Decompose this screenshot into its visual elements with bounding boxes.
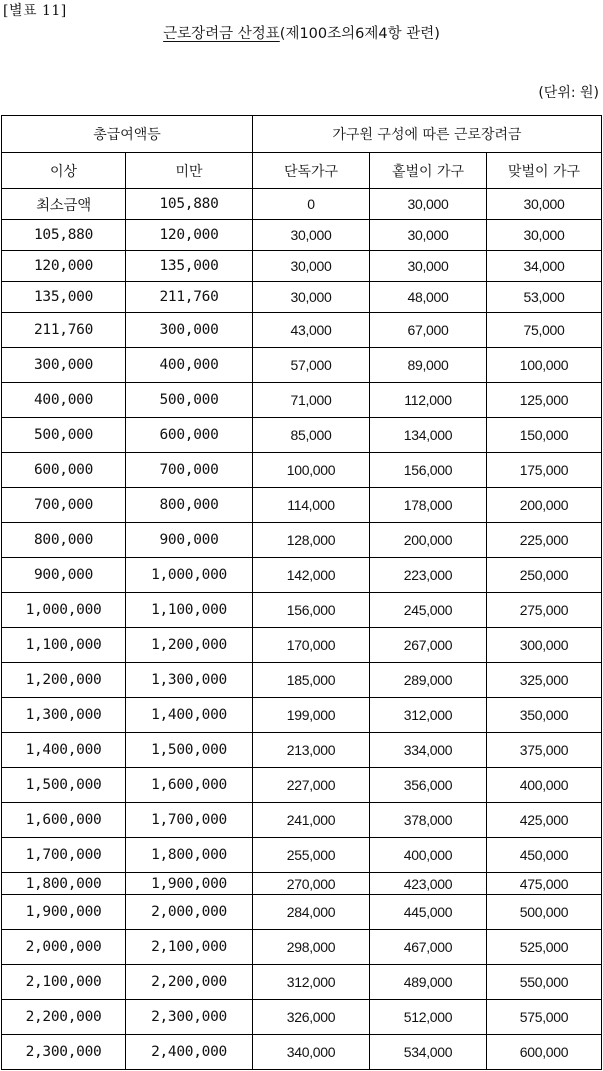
cell-single-earner: 112,000	[370, 383, 487, 418]
cell-single: 114,000	[253, 488, 370, 523]
table-row	[2, 663, 602, 698]
cell-dual-earner: 30,000	[487, 189, 602, 220]
cell-income-max: 2,300,000	[126, 1000, 253, 1035]
table-row	[2, 523, 602, 558]
table-row	[2, 220, 602, 251]
cell-single-earner: 245,000	[370, 593, 487, 628]
cell-income-max: 700,000	[126, 453, 253, 488]
cell-income-min: 700,000	[2, 488, 126, 523]
cell-single: 85,000	[253, 418, 370, 453]
table-row	[2, 1035, 602, 1070]
table-row	[2, 313, 602, 348]
title-sub: (제100조의6제4항 관련)	[279, 26, 440, 42]
cell-income-max: 105,880	[126, 189, 253, 220]
header-benefit-group: 가구원 구성에 따른 근로장려금	[253, 116, 602, 153]
cell-single-earner: 467,000	[370, 930, 487, 965]
table-row	[2, 895, 602, 930]
cell-income-max: 120,000	[126, 220, 253, 251]
cell-income-min: 400,000	[2, 383, 126, 418]
table-row	[2, 838, 602, 873]
cell-income-min: 1,500,000	[2, 768, 126, 803]
cell-single: 170,000	[253, 628, 370, 663]
cell-dual-earner: 575,000	[487, 1000, 602, 1035]
cell-single: 142,000	[253, 558, 370, 593]
cell-income-min: 300,000	[2, 348, 126, 383]
cell-income-min: 600,000	[2, 453, 126, 488]
cell-single-earner: 30,000	[370, 189, 487, 220]
cell-dual-earner: 375,000	[487, 733, 602, 768]
cell-income-min: 500,000	[2, 418, 126, 453]
cell-single-earner: 89,000	[370, 348, 487, 383]
unit-note: (단위: 원)	[538, 85, 599, 101]
table-row	[2, 873, 602, 895]
cell-single: 156,000	[253, 593, 370, 628]
cell-income-max: 1,700,000	[126, 803, 253, 838]
cell-income-min: 2,100,000	[2, 965, 126, 1000]
cell-dual-earner: 600,000	[487, 1035, 602, 1070]
cell-income-max: 1,900,000	[126, 873, 253, 895]
cell-single: 340,000	[253, 1035, 370, 1070]
cell-single: 57,000	[253, 348, 370, 383]
header-max: 미만	[126, 153, 253, 189]
cell-dual-earner: 325,000	[487, 663, 602, 698]
cell-single-earner: 223,000	[370, 558, 487, 593]
cell-income-min: 800,000	[2, 523, 126, 558]
cell-income-min: 1,800,000	[2, 873, 126, 895]
cell-income-min: 2,200,000	[2, 1000, 126, 1035]
cell-income-min: 1,200,000	[2, 663, 126, 698]
cell-income-min: 1,000,000	[2, 593, 126, 628]
cell-income-min: 2,000,000	[2, 930, 126, 965]
cell-dual-earner: 350,000	[487, 698, 602, 733]
cell-single: 298,000	[253, 930, 370, 965]
table-row	[2, 768, 602, 803]
cell-single-earner: 356,000	[370, 768, 487, 803]
header-row-group	[2, 116, 602, 153]
cell-income-max: 900,000	[126, 523, 253, 558]
table-row	[2, 282, 602, 313]
cell-single: 30,000	[253, 251, 370, 282]
cell-dual-earner: 125,000	[487, 383, 602, 418]
cell-dual-earner: 275,000	[487, 593, 602, 628]
cell-single-earner: 400,000	[370, 838, 487, 873]
cell-income-max: 600,000	[126, 418, 253, 453]
header-single: 단독가구	[253, 153, 370, 189]
cell-single-earner: 156,000	[370, 453, 487, 488]
cell-income-min: 1,900,000	[2, 895, 126, 930]
cell-dual-earner: 250,000	[487, 558, 602, 593]
annex-label: [별표 11]	[3, 3, 67, 19]
header-row-columns	[2, 153, 602, 189]
table-row	[2, 418, 602, 453]
table-row	[2, 1000, 602, 1035]
cell-dual-earner: 150,000	[487, 418, 602, 453]
table-row	[2, 558, 602, 593]
cell-single-earner: 267,000	[370, 628, 487, 663]
cell-dual-earner: 53,000	[487, 282, 602, 313]
header-dual-earner: 맞벌이 가구	[487, 153, 602, 189]
cell-single-earner: 178,000	[370, 488, 487, 523]
cell-single-earner: 134,000	[370, 418, 487, 453]
cell-single: 71,000	[253, 383, 370, 418]
table-body	[2, 189, 602, 1070]
cell-dual-earner: 175,000	[487, 453, 602, 488]
cell-income-min: 1,700,000	[2, 838, 126, 873]
cell-income-min: 120,000	[2, 251, 126, 282]
cell-single: 30,000	[253, 220, 370, 251]
cell-dual-earner: 75,000	[487, 313, 602, 348]
cell-income-max: 400,000	[126, 348, 253, 383]
table-row	[2, 628, 602, 663]
cell-income-max: 135,000	[126, 251, 253, 282]
header-income-group: 총급여액등	[2, 116, 253, 153]
cell-single: 255,000	[253, 838, 370, 873]
cell-income-max: 1,100,000	[126, 593, 253, 628]
table-row	[2, 189, 602, 220]
table-row	[2, 383, 602, 418]
header-min: 이상	[2, 153, 126, 189]
cell-dual-earner: 550,000	[487, 965, 602, 1000]
cell-income-max: 1,300,000	[126, 663, 253, 698]
cell-dual-earner: 34,000	[487, 251, 602, 282]
cell-income-max: 211,760	[126, 282, 253, 313]
cell-income-min: 1,400,000	[2, 733, 126, 768]
table-row	[2, 348, 602, 383]
cell-income-min: 1,600,000	[2, 803, 126, 838]
cell-single: 185,000	[253, 663, 370, 698]
cell-single-earner: 334,000	[370, 733, 487, 768]
cell-income-max: 1,600,000	[126, 768, 253, 803]
cell-single-earner: 423,000	[370, 873, 487, 895]
cell-single-earner: 289,000	[370, 663, 487, 698]
cell-dual-earner: 450,000	[487, 838, 602, 873]
cell-dual-earner: 100,000	[487, 348, 602, 383]
cell-single: 241,000	[253, 803, 370, 838]
cell-income-min: 2,300,000	[2, 1035, 126, 1070]
cell-income-min: 1,100,000	[2, 628, 126, 663]
cell-dual-earner: 30,000	[487, 220, 602, 251]
document-title	[0, 22, 603, 43]
cell-single: 270,000	[253, 873, 370, 895]
cell-income-min: 135,000	[2, 282, 126, 313]
cell-income-max: 2,000,000	[126, 895, 253, 930]
cell-single-earner: 534,000	[370, 1035, 487, 1070]
cell-income-max: 1,000,000	[126, 558, 253, 593]
cell-income-min: 최소금액	[2, 189, 126, 220]
cell-single: 43,000	[253, 313, 370, 348]
table-row	[2, 965, 602, 1000]
cell-income-max: 1,200,000	[126, 628, 253, 663]
cell-income-max: 1,800,000	[126, 838, 253, 873]
cell-income-min: 105,880	[2, 220, 126, 251]
table-row	[2, 251, 602, 282]
title-main: 근로장려금 산정표	[163, 26, 280, 42]
cell-income-min: 1,300,000	[2, 698, 126, 733]
cell-dual-earner: 475,000	[487, 873, 602, 895]
table-header	[2, 116, 602, 189]
cell-single: 0	[253, 189, 370, 220]
table-row	[2, 593, 602, 628]
cell-single: 213,000	[253, 733, 370, 768]
cell-income-max: 2,100,000	[126, 930, 253, 965]
cell-dual-earner: 400,000	[487, 768, 602, 803]
cell-single-earner: 512,000	[370, 1000, 487, 1035]
table-row	[2, 930, 602, 965]
cell-income-max: 1,400,000	[126, 698, 253, 733]
cell-income-max: 300,000	[126, 313, 253, 348]
cell-income-max: 2,200,000	[126, 965, 253, 1000]
cell-single-earner: 445,000	[370, 895, 487, 930]
cell-single: 100,000	[253, 453, 370, 488]
header-single-earner: 홑벌이 가구	[370, 153, 487, 189]
cell-single: 284,000	[253, 895, 370, 930]
cell-single: 30,000	[253, 282, 370, 313]
cell-dual-earner: 500,000	[487, 895, 602, 930]
table-row	[2, 733, 602, 768]
cell-single: 128,000	[253, 523, 370, 558]
cell-single-earner: 48,000	[370, 282, 487, 313]
cell-dual-earner: 300,000	[487, 628, 602, 663]
cell-single-earner: 67,000	[370, 313, 487, 348]
table-row	[2, 488, 602, 523]
benefit-table	[1, 115, 602, 1070]
table-row	[2, 803, 602, 838]
cell-single-earner: 489,000	[370, 965, 487, 1000]
cell-single-earner: 312,000	[370, 698, 487, 733]
table-row	[2, 453, 602, 488]
table-row	[2, 698, 602, 733]
cell-single-earner: 378,000	[370, 803, 487, 838]
cell-single-earner: 200,000	[370, 523, 487, 558]
cell-single: 199,000	[253, 698, 370, 733]
cell-dual-earner: 200,000	[487, 488, 602, 523]
cell-dual-earner: 525,000	[487, 930, 602, 965]
cell-single-earner: 30,000	[370, 251, 487, 282]
cell-dual-earner: 225,000	[487, 523, 602, 558]
cell-income-max: 2,400,000	[126, 1035, 253, 1070]
cell-income-min: 900,000	[2, 558, 126, 593]
cell-single: 312,000	[253, 965, 370, 1000]
cell-income-max: 1,500,000	[126, 733, 253, 768]
cell-income-min: 211,760	[2, 313, 126, 348]
cell-single-earner: 30,000	[370, 220, 487, 251]
cell-dual-earner: 425,000	[487, 803, 602, 838]
cell-income-max: 800,000	[126, 488, 253, 523]
cell-single: 326,000	[253, 1000, 370, 1035]
cell-single: 227,000	[253, 768, 370, 803]
cell-income-max: 500,000	[126, 383, 253, 418]
